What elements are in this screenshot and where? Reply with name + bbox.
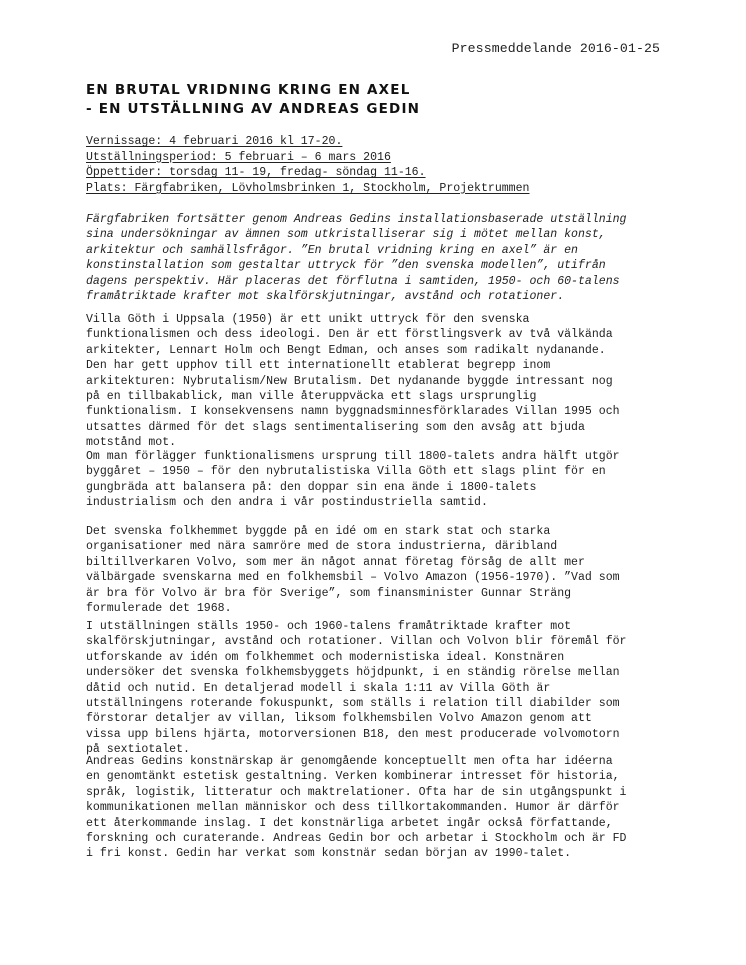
body-paragraph-artist: Andreas Gedins konstnärskap är genomgående konceptuellt men ofta har idéerna en genomtänkt estetisk gestaltning. Verken kombinerar intresset för historia, språk, logistik, litteratur och maktrelationer. Ofta har de sin utgångspunkt i kommunikationen mellan människor och dess tillkortakommanden. Humor är därför ett återkommande inslag. I det konstnärliga arbetet ingår också författande, forskning och curaterande. Andreas Gedin bor och arbetar i Stockholm och är FD i fri konst. Gedin har verkat som konstnär sedan början av 1990-talet. [86, 755, 627, 861]
press-release-date: Pressmeddelande 2016-01-25 [451, 41, 660, 56]
body-paragraph-folkhemmet: Det svenska folkhemmet byggde på en idé om en stark stat och starka organisationer med nära samröre med de stora industrierna, däribland biltillverkaren Volvo, som mer än något annat företag försåg de allt mer välbärgade svenskarna med en folkhemsbil – Volvo Amazon (1956-1970). ”Vad som är bra för Volvo är bra för Sverige”, som finansminister Gunnar Sträng formulerade det 1968. [86, 525, 620, 616]
intro-paragraph: Färgfabriken fortsätter genom Andreas Gedins installationsbaserade utställning sina undersökningar av ämnen som utkristalliserar sig i mötet mellan konst, arkitektur och samhällsfrågor. ”En brutal vridning kring en axel” är en konstinstallation som gestaltar uttryck för ”den svenska modellen”, utifrån dagens perspektiv. Här placeras det förflutna i samtiden, 1950- och 60-talens framåtriktade krafter mot skalförskjutningar, avstånd och rotationer. [86, 213, 627, 304]
body-paragraph-exhibition: I utställningen ställs 1950- och 1960-talens framåtriktade krafter mot skalförskjutningar, avstånd och rotationer. Villan och Volvon blir föremål för utforskande av idén om folkhemmet och modernistiska ideal. Konstnären undersöker det svenska folkhemsbyggets höjdpunkt, i en ständig rörelse mellan dåtid och nutid. En detaljerad modell i skala 1:11 av Villa Göth är utställningens roterande fokuspunkt, som ställs i relation till diabilder som förstorar detaljer av villan, liksom folkhemsbilen Volvo Amazon genom att vissa upp bilens hjärta, motorversionen B18, den mest producerade volvomotorn på sextiotalet. [86, 620, 627, 757]
exhibition-info [86, 134, 529, 196]
vernissage-line: Vernissage: 4 februari 2016 kl 17-20. [86, 135, 343, 148]
title-line-1: EN BRUTAL VRIDNING KRING EN AXEL [86, 82, 411, 98]
document-title [86, 81, 420, 119]
body-paragraph-functionalism: Om man förlägger funktionalismens ursprung till 1800-talets andra hälft utgör byggåret – 1950 – för den nybrutalistiska Villa Göth ett slags plint för en gungbräda att balansera på: den doppar sin ena ände i 1800-talets industrialism och den andra i vår postindustriella samtid. [86, 450, 620, 510]
body-paragraph-villa-goth: Villa Göth i Uppsala (1950) är ett unikt uttryck för den svenska funktionalismen och dess ideologi. Den är ett förstlingsverk av två välkända arkitekter, Lennart Holm och Bengt Edman, och anses som radikalt nydanande. Den har gett upphov till ett internationellt etablerat begrepp inom arkitekturen: Nybrutalism/New Brutalism. Det nydanande byggde intressant nog på en tillbakablick, man ville återuppväcka ett slags ursprunglig funktionalism. I konsekvensens namn byggnadsminnesförklarades Villan 1995 och utsattes därmed för det slags sentimentalisering som den avsåg att bjuda motstånd mot. [86, 313, 620, 450]
opening-hours-line: Öppettider: torsdag 11- 19, fredag- söndag 11-16. [86, 166, 426, 180]
title-line-2: - EN UTSTÄLLNING AV ANDREAS GEDIN [86, 101, 421, 117]
place-line: Plats: Färgfabriken, Lövholmsbrinken 1, Stockholm, Projektrummen [86, 181, 530, 195]
period-line: Utställningsperiod: 5 februari – 6 mars 2016 [86, 150, 391, 164]
